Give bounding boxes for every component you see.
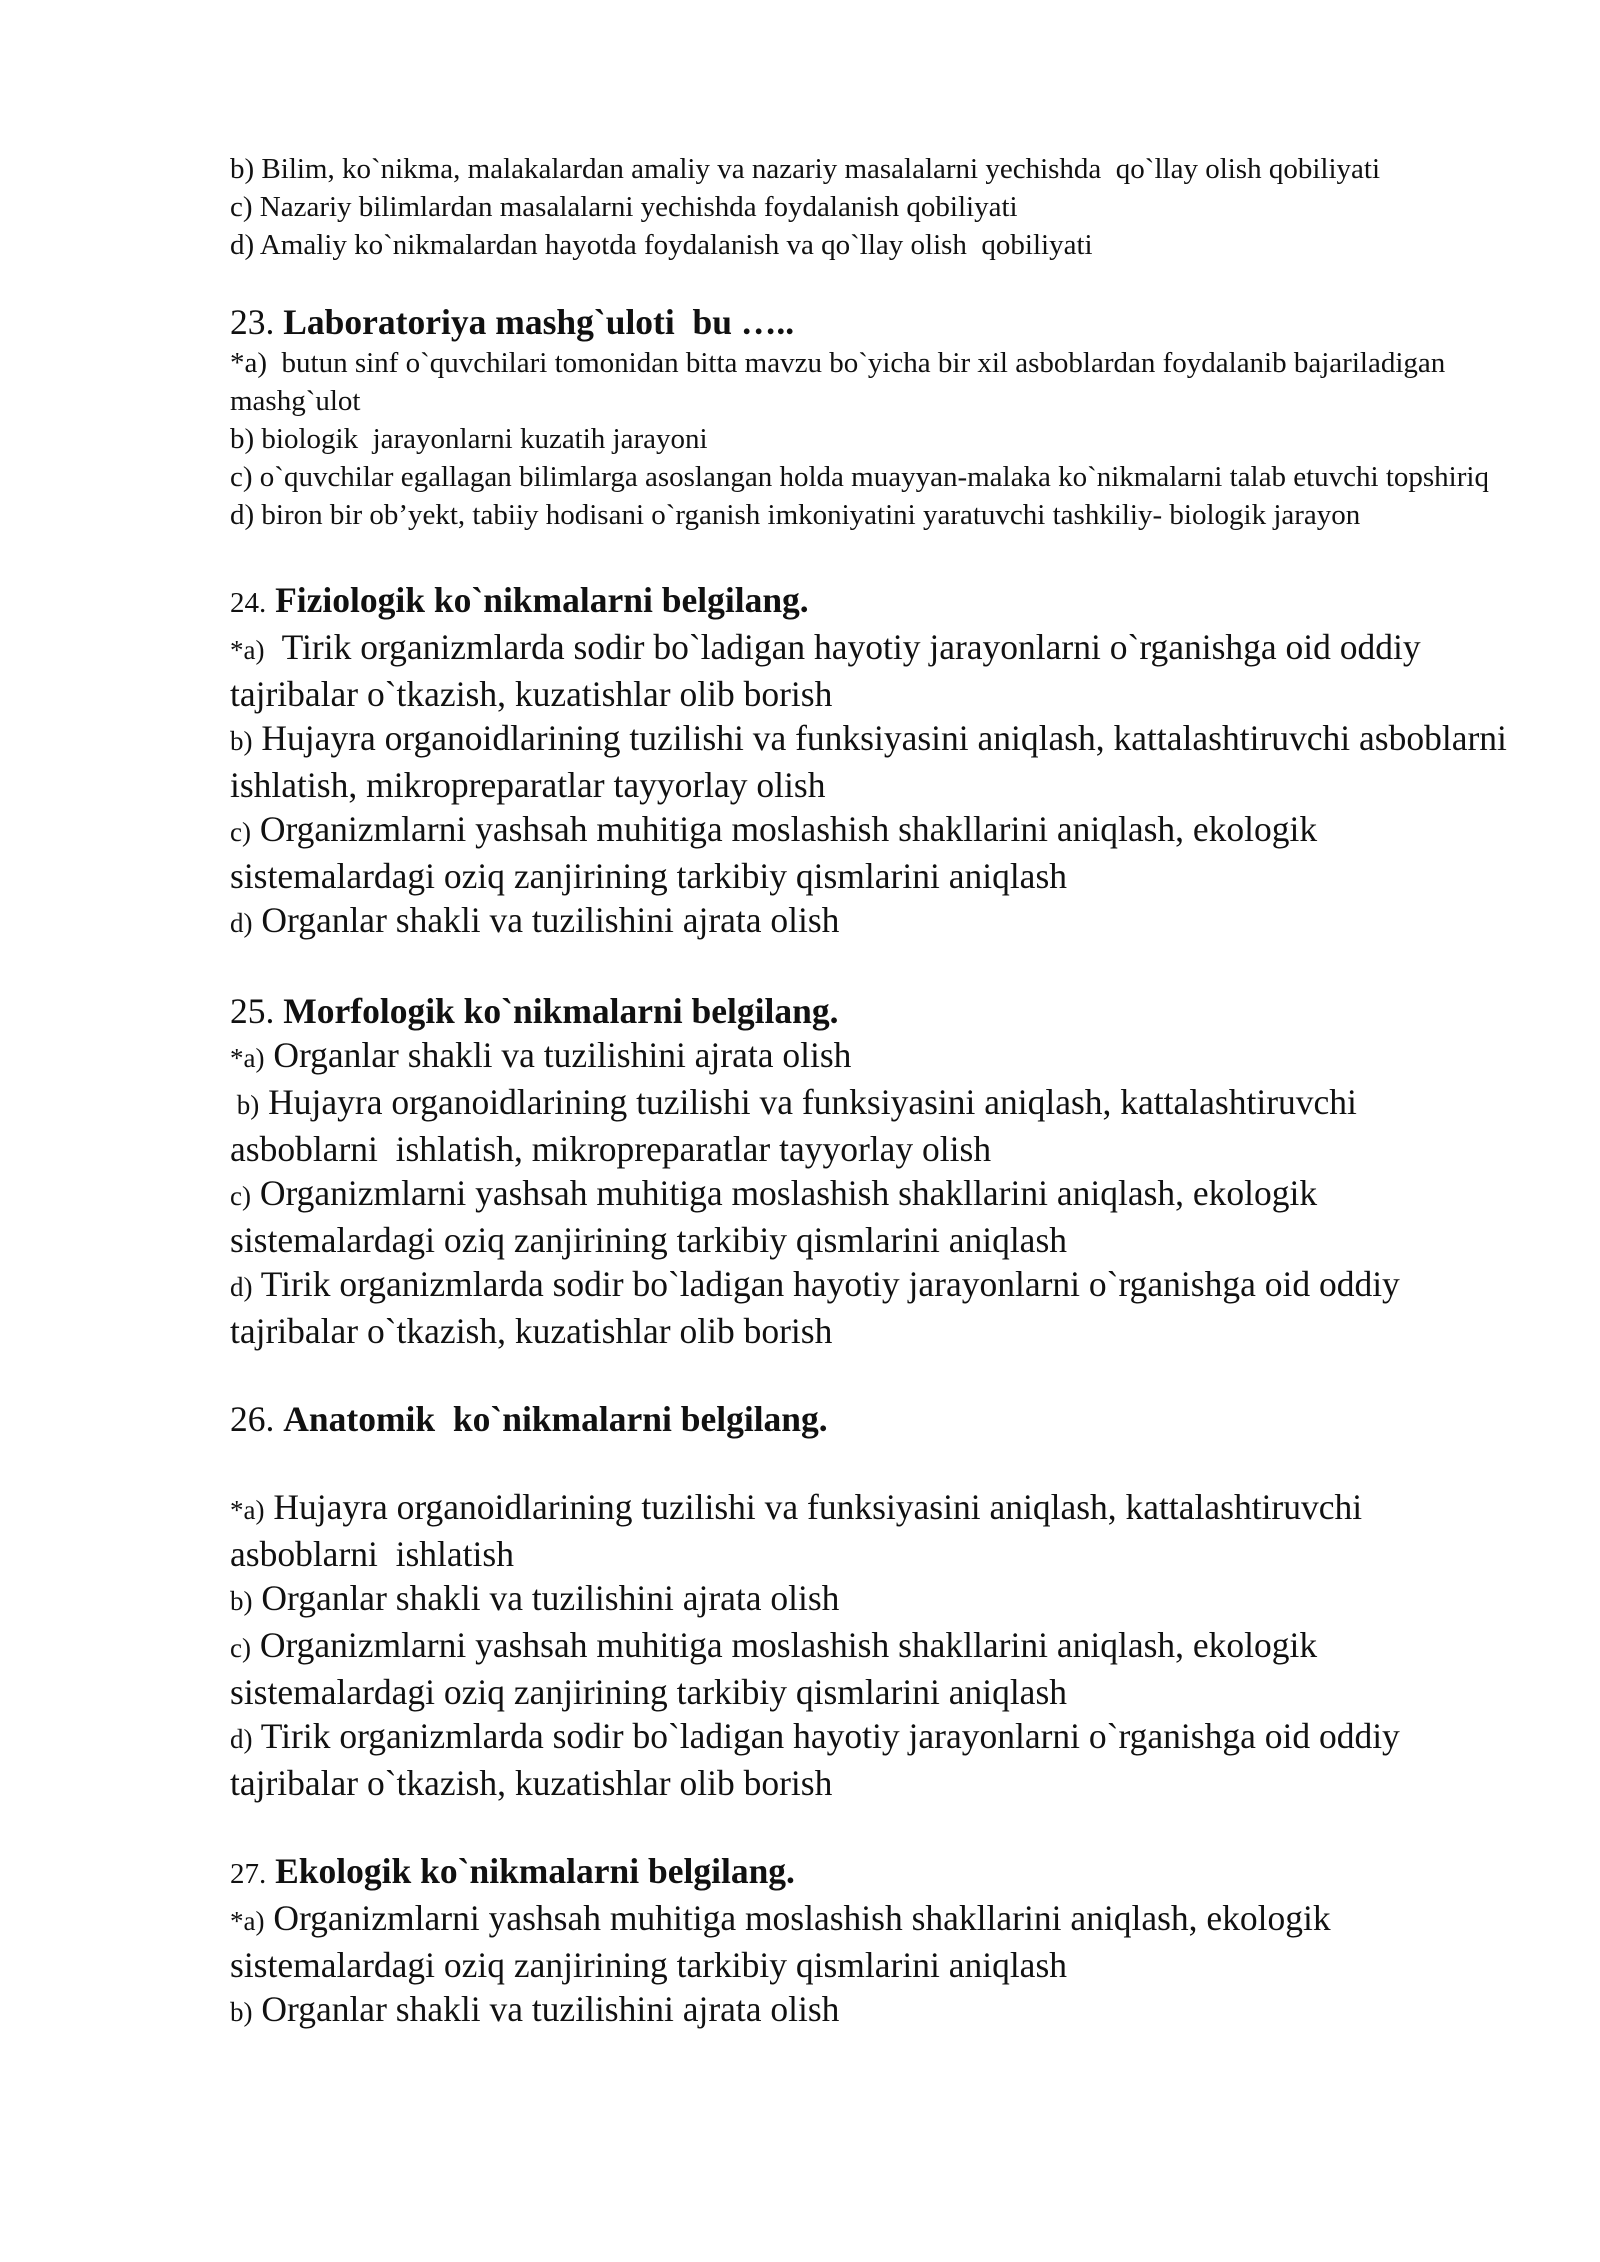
- question-text: Fiziologik ko`nikmalarni belgilang.: [275, 580, 809, 620]
- option-b: [230, 716, 1525, 807]
- question-title: [230, 1849, 1510, 1896]
- question-number: 24.: [230, 587, 267, 619]
- option-c: [230, 188, 1510, 226]
- option-letter: b): [230, 1586, 253, 1616]
- option-letter: d): [230, 499, 255, 531]
- option-d: [230, 496, 1510, 534]
- option-letter: d): [230, 229, 255, 261]
- option-text: Tirik organizmlarda sodir bo`ladigan hayotiy jarayonlarni o`rganishga oid oddiy tajribalar o`tkazish, kuzatishlar olib borish: [230, 627, 1430, 714]
- option-letter: *a): [230, 1495, 265, 1525]
- question-title: [230, 1397, 1510, 1441]
- option-b: [230, 1080, 1510, 1171]
- option-letter: *a): [230, 1043, 265, 1073]
- option-text: Organizmlarni yashsah muhitiga moslashish shakllarini aniqlash, ekologik sistemalardagi oziq zanjirining tarkibiy qismlarini aniqlash: [230, 1173, 1327, 1260]
- question-25: [230, 989, 1510, 1353]
- option-text: Tirik organizmlarda sodir bo`ladigan hayotiy jarayonlarni o`rganishga oid oddiy tajribalar o`tkazish, kuzatishlar olib borish: [230, 1264, 1409, 1351]
- intro-options: [230, 150, 1510, 264]
- option-letter: b): [230, 1090, 260, 1120]
- option-c: [230, 458, 1510, 496]
- option-a: [230, 1896, 1510, 1987]
- option-letter: b): [230, 726, 253, 756]
- option-d: [230, 898, 1510, 945]
- option-text: Organlar shakli va tuzilishini ajrata olish: [273, 1035, 852, 1075]
- question-number: 25.: [230, 991, 275, 1031]
- option-d: [230, 226, 1510, 264]
- option-text: Hujayra organoidlarining tuzilishi va funksiyasini aniqlash, kattalashtiruvchi asboblarni ishlatish, mikropreparatlar tayyorlay olish: [230, 1082, 1366, 1169]
- option-letter: b): [230, 423, 255, 455]
- option-c: [230, 1171, 1510, 1262]
- option-letter: c): [230, 817, 251, 847]
- option-text: Organizmlarni yashsah muhitiga moslashish shakllarini aniqlash, ekologik sistemalardagi oziq zanjirining tarkibiy qismlarini aniqlash: [230, 1898, 1340, 1985]
- option-text: Organlar shakli va tuzilishini ajrata olish: [261, 900, 840, 940]
- question-24: [230, 578, 1525, 945]
- option-text: Amaliy ko`nikmalardan hayotda foydalanish va qo`llay olish qobiliyati: [259, 229, 1093, 261]
- question-text: Ekologik ko`nikmalarni belgilang.: [275, 1851, 795, 1891]
- option-b: [230, 420, 1510, 458]
- option-text: Organizmlarni yashsah muhitiga moslashish shakllarini aniqlash, ekologik sistemalardagi oziq zanjirining tarkibiy qismlarini aniqlash: [230, 809, 1327, 896]
- question-number: 23.: [230, 302, 275, 342]
- option-b: [230, 150, 1510, 188]
- option-a: [230, 625, 1510, 716]
- option-text: Organizmlarni yashsah muhitiga moslashish shakllarini aniqlash, ekologik sistemalardagi oziq zanjirining tarkibiy qismlarini aniqlash: [230, 1625, 1327, 1712]
- option-letter: d): [230, 1724, 253, 1754]
- option-text: Hujayra organoidlarining tuzilishi va funksiyasini aniqlash, kattalashtiruvchi asboblarni ishlatish: [230, 1487, 1371, 1574]
- option-letter: c): [230, 1633, 251, 1663]
- option-d: [230, 1262, 1510, 1353]
- option-text: Nazariy bilimlardan masalalarni yechishda foydalanish qobiliyati: [259, 191, 1018, 223]
- question-title: [230, 300, 1510, 344]
- option-text: butun sinf o`quvchilari tomonidan bitta mavzu bo`yicha bir xil asboblardan foydalanib bajariladigan mashg`ulot: [230, 347, 1453, 417]
- option-d: [230, 1714, 1510, 1805]
- option-letter: b): [230, 153, 255, 185]
- document-page: [230, 150, 1525, 2034]
- option-a: [230, 344, 1510, 420]
- question-number: 27.: [230, 1858, 267, 1890]
- option-letter: d): [230, 908, 253, 938]
- option-letter: *a): [230, 347, 268, 379]
- option-text: Hujayra organoidlarining tuzilishi va funksiyasini aniqlash, kattalashtiruvchi asboblarni ishlatish, mikropreparatlar tayyorlay olish: [230, 718, 1525, 805]
- option-letter: c): [230, 461, 253, 493]
- option-c: [230, 807, 1510, 898]
- option-letter: b): [230, 1997, 253, 2027]
- question-23: [230, 300, 1510, 534]
- option-letter: d): [230, 1272, 253, 1302]
- option-text: Organlar shakli va tuzilishini ajrata olish: [261, 1578, 840, 1618]
- question-title: [230, 989, 1510, 1033]
- option-text: Bilim, ko`nikma, malakalardan amaliy va nazariy masalalarni yechishda qo`llay olish qobiliyati: [261, 153, 1381, 185]
- option-letter: *a): [230, 1906, 265, 1936]
- question-text: Laboratoriya mashg`uloti bu …..: [283, 302, 795, 342]
- question-27: [230, 1849, 1510, 2034]
- question-text: Anatomik ko`nikmalarni belgilang.: [283, 1399, 828, 1439]
- question-text: Morfologik ko`nikmalarni belgilang.: [283, 991, 839, 1031]
- option-letter: c): [230, 191, 253, 223]
- option-text: biologik jarayonlarni kuzatih jarayoni: [261, 423, 708, 455]
- option-letter: c): [230, 1181, 251, 1211]
- option-a: [230, 1485, 1510, 1576]
- option-b: [230, 1576, 1510, 1623]
- option-b: [230, 1987, 1510, 2034]
- option-c: [230, 1623, 1510, 1714]
- option-letter: *a): [230, 635, 265, 665]
- option-text: biron bir ob’yekt, tabiiy hodisani o`rganish imkoniyatini yaratuvchi tashkiliy- biologik jarayon: [261, 499, 1361, 531]
- question-title: [230, 578, 1510, 625]
- option-text: Organlar shakli va tuzilishini ajrata olish: [261, 1989, 840, 2029]
- question-number: 26.: [230, 1399, 275, 1439]
- option-text: o`quvchilar egallagan bilimlarga asoslangan holda muayyan-malaka ko`nikmalarni talab etuvchi topshiriq: [259, 461, 1489, 493]
- option-a: [230, 1033, 1510, 1080]
- question-26: [230, 1397, 1510, 1805]
- option-text: Tirik organizmlarda sodir bo`ladigan hayotiy jarayonlarni o`rganishga oid oddiy tajribalar o`tkazish, kuzatishlar olib borish: [230, 1716, 1409, 1803]
